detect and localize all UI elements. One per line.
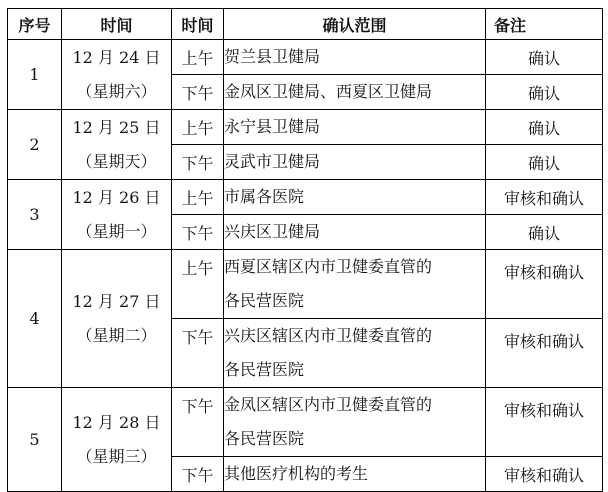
row-note <box>486 250 603 319</box>
table-row <box>8 388 603 457</box>
row-scope-line: 金凤区辖区内市卫健委直管的 <box>224 395 433 414</box>
row-note-text: 确认 <box>527 83 560 103</box>
row-scope <box>224 215 486 250</box>
table-row <box>8 110 603 145</box>
row-date <box>62 388 172 492</box>
row-scope <box>224 110 486 145</box>
row-scope-line: 各民营医院 <box>224 360 305 379</box>
row-index-text: 4 <box>29 309 40 328</box>
row-scope <box>224 250 486 319</box>
row-note-text: 确认 <box>527 48 560 68</box>
row-note <box>486 110 603 145</box>
row-half-day-text: 下午 <box>181 397 214 416</box>
row-half-day-text: 下午 <box>181 83 214 103</box>
row-half-day <box>172 215 224 250</box>
row-date-weekday: （星期天） <box>76 151 157 171</box>
row-date-weekday: （星期三） <box>76 446 157 466</box>
row-scope-line: 灵武市卫健局 <box>224 152 321 171</box>
row-note <box>486 40 603 75</box>
row-note <box>486 457 603 492</box>
row-half-day <box>172 319 224 388</box>
row-half-day <box>172 40 224 75</box>
row-note-text: 审核和确认 <box>503 401 584 420</box>
row-date-day: 12 月 27 日 <box>72 291 161 311</box>
row-scope <box>224 180 486 215</box>
row-note <box>486 319 603 388</box>
row-scope-line: 贺兰县卫健局 <box>224 47 321 66</box>
row-note-text: 确认 <box>527 223 560 243</box>
row-note <box>486 75 603 110</box>
row-index-text: 3 <box>29 205 40 224</box>
row-half-day-text: 下午 <box>181 328 214 347</box>
row-index <box>8 40 62 110</box>
row-date-day: 12 月 24 日 <box>72 47 161 67</box>
row-date <box>62 110 172 180</box>
table-header-row <box>8 9 603 40</box>
row-note <box>486 215 603 250</box>
row-half-day <box>172 145 224 180</box>
header-index: 序号 <box>8 9 62 40</box>
row-half-day <box>172 75 224 110</box>
row-half-day <box>172 110 224 145</box>
row-half-day-text: 上午 <box>181 118 214 138</box>
row-index <box>8 250 62 388</box>
row-half-day-text: 上午 <box>181 48 214 68</box>
row-date-weekday: （星期六） <box>76 81 157 101</box>
row-scope <box>224 75 486 110</box>
row-scope-line: 永宁县卫健局 <box>224 117 321 136</box>
row-index-text: 1 <box>29 65 40 84</box>
row-half-day-text: 下午 <box>181 465 214 485</box>
row-scope <box>224 388 486 457</box>
row-index <box>8 388 62 492</box>
row-note <box>486 388 603 457</box>
row-half-day <box>172 388 224 457</box>
row-half-day <box>172 457 224 492</box>
row-scope-line: 各民营医院 <box>224 291 305 310</box>
row-half-day-text: 下午 <box>181 223 214 243</box>
header-scope: 确认范围 <box>224 9 486 40</box>
row-index <box>8 110 62 180</box>
row-scope <box>224 457 486 492</box>
row-date-day: 12 月 28 日 <box>72 412 161 432</box>
table-row <box>8 250 603 319</box>
row-half-day <box>172 180 224 215</box>
row-date <box>62 250 172 388</box>
header-date: 时间 <box>62 9 172 40</box>
row-scope-line: 兴庆区卫健局 <box>224 222 321 241</box>
header-half-day: 时间 <box>172 9 224 40</box>
schedule-table <box>7 8 603 492</box>
row-date-weekday: （星期一） <box>76 221 157 241</box>
row-scope-line: 各民营医院 <box>224 429 305 448</box>
row-note <box>486 180 603 215</box>
header-note: 备注 <box>486 9 603 40</box>
row-index-text: 2 <box>29 135 40 154</box>
row-scope <box>224 145 486 180</box>
row-note-text: 审核和确认 <box>503 332 584 351</box>
row-date <box>62 40 172 110</box>
row-index <box>8 180 62 250</box>
row-scope-line: 西夏区辖区内市卫健委直管的 <box>224 257 433 276</box>
row-note <box>486 145 603 180</box>
row-note-text: 确认 <box>527 153 560 173</box>
row-scope-line: 其他医疗机构的考生 <box>224 464 369 483</box>
row-date-day: 12 月 26 日 <box>72 187 161 207</box>
row-note-text: 审核和确认 <box>503 188 584 208</box>
row-date-day: 12 月 25 日 <box>72 117 161 137</box>
row-half-day-text: 上午 <box>181 259 214 278</box>
row-scope-line: 金凤区卫健局、西夏区卫健局 <box>224 82 433 101</box>
row-date <box>62 180 172 250</box>
schedule-body <box>8 40 603 492</box>
row-note-text: 确认 <box>527 118 560 138</box>
table-row <box>8 180 603 215</box>
row-date-weekday: （星期二） <box>76 325 157 345</box>
row-half-day-text: 下午 <box>181 153 214 173</box>
row-scope-line: 市属各医院 <box>224 187 305 206</box>
row-index-text: 5 <box>29 430 40 449</box>
row-note-text: 审核和确认 <box>503 465 584 485</box>
row-half-day <box>172 250 224 319</box>
row-note-text: 审核和确认 <box>503 263 584 282</box>
row-scope-line: 兴庆区辖区内市卫健委直管的 <box>224 326 433 345</box>
row-scope <box>224 40 486 75</box>
row-scope <box>224 319 486 388</box>
row-half-day-text: 上午 <box>181 188 214 208</box>
table-row <box>8 40 603 75</box>
